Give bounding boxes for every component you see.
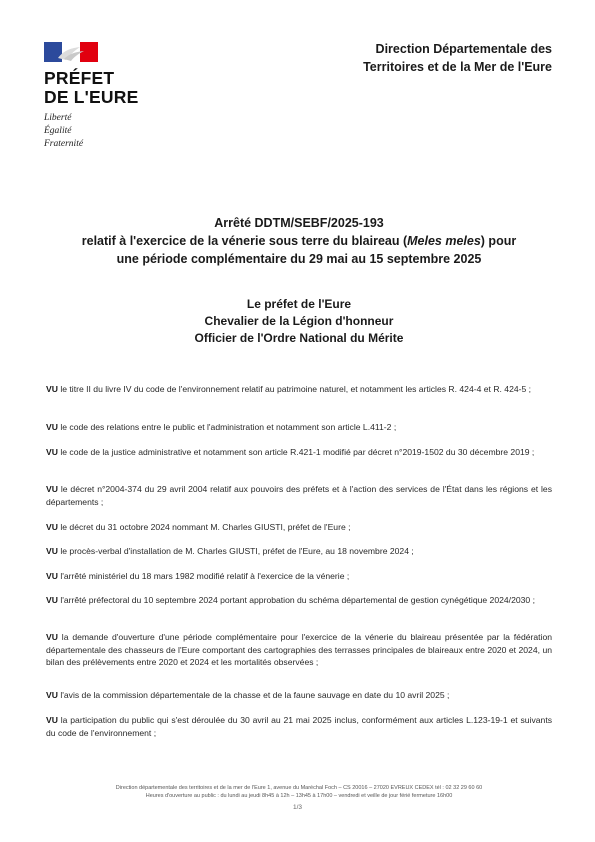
motto-liberte: Liberté <box>44 113 72 123</box>
footer-address: Direction départementale des territoires et de la mer de l'Eure 1, avenue du Maréchal Foch – CS 20016 – 27020 EVREUX CEDEX tél : 02 32 29 60 60 <box>115 785 483 791</box>
decree-subject: relatif à l'exercice de la vénerie sous terre du blaireau (Meles meles) pour <box>81 234 517 248</box>
visa-item: VU le décret du 31 octobre 2024 nommant M. Charles GIUSTI, préfet de l'Eure ; <box>46 522 351 532</box>
page-number: 1/3 <box>292 804 303 811</box>
decree-title <box>44 214 554 268</box>
direction-line1: Direction Départementale des <box>375 42 552 56</box>
republic-motto <box>44 112 164 151</box>
decree-number: Arrêté DDTM/SEBF/2025-193 <box>214 216 384 230</box>
logo-title-line2: DE L'EURE <box>44 87 139 107</box>
visa-item: VU l'arrêté ministériel du 18 mars 1982 modifié relatif à l'exercice de la vénerie ; <box>46 571 350 581</box>
decree-period: une période complémentaire du 29 mai au 15 septembre 2025 <box>116 252 482 266</box>
visa-item: VU la participation du public qui s'est déroulée du 30 avril au 21 mai 2025 inclus, conformément aux articles L.123-19-1 et suivants du code de l'environnement ; <box>46 715 552 738</box>
footer-hours: Heures d'ouverture au public : du lundi au jeudi 8h45 à 12h – 13h45 à 17h00 – vendredi et veille de jour férié fermeture 16h00 <box>145 793 453 799</box>
motto-fraternite: Fraternité <box>44 139 84 149</box>
logo-title-line1: PRÉFET <box>44 68 115 88</box>
visa-item: VU l'arrêté préfectoral du 10 septembre 2024 portant approbation du schéma départemental de gestion cynégétique 2024/2030 ; <box>46 595 535 605</box>
visa-item: VU le code des relations entre le public et l'administration et notamment son article L.411-2 ; <box>46 422 397 432</box>
logo-title <box>44 69 164 107</box>
visa-item: VU le titre II du livre IV du code de l'environnement relatif au patrimoine naturel, et notamment les articles R. 424-4 et R. 424-5 ; <box>46 384 532 394</box>
prefet-merit-line: Officier de l'Ordre National du Mérite <box>194 331 404 345</box>
prefet-honor-line: Chevalier de la Légion d'honneur <box>204 314 394 328</box>
prefet-titles <box>44 296 554 347</box>
species-latin-name: Meles meles <box>407 234 481 248</box>
visa-item: VU l'avis de la commission départementale de la chasse et de la faune sauvage en date du 10 avril 2025 ; <box>46 690 450 700</box>
visa-item: VU le procès-verbal d'installation de M. Charles GIUSTI, préfet de l'Eure, au 18 novembre 2024 ; <box>46 546 414 556</box>
prefet-name-line: Le préfet de l'Eure <box>246 297 352 311</box>
visa-item: VU la demande d'ouverture d'une période complémentaire pour l'exercice de la vénerie du blaireau présentée par la fédération départementale des chasseurs de l'Eure comportant des cartographies des terrasses principales de blaireaux entre 2020 et 2024, un bilan des prélèvements entre 2020 et 2024 et les mortalités observées ; <box>46 632 552 667</box>
prefet-logo <box>44 42 164 151</box>
page-footer <box>44 784 554 800</box>
motto-egalite: Égalité <box>44 126 72 136</box>
visa-item: VU le code de la justice administrative et notamment son article R.421-1 modifié par décret n°2019-1502 du 30 décembre 2019 ; <box>46 447 535 457</box>
issuing-direction <box>292 40 552 76</box>
direction-line2: Territoires et de la Mer de l'Eure <box>363 60 552 74</box>
visa-item: VU le décret n°2004-374 du 29 avril 2004 relatif aux pouvoirs des préfets et à l'action des services de l'État dans les régions et les départements ; <box>46 484 552 507</box>
marianne-flag-icon <box>44 42 98 62</box>
